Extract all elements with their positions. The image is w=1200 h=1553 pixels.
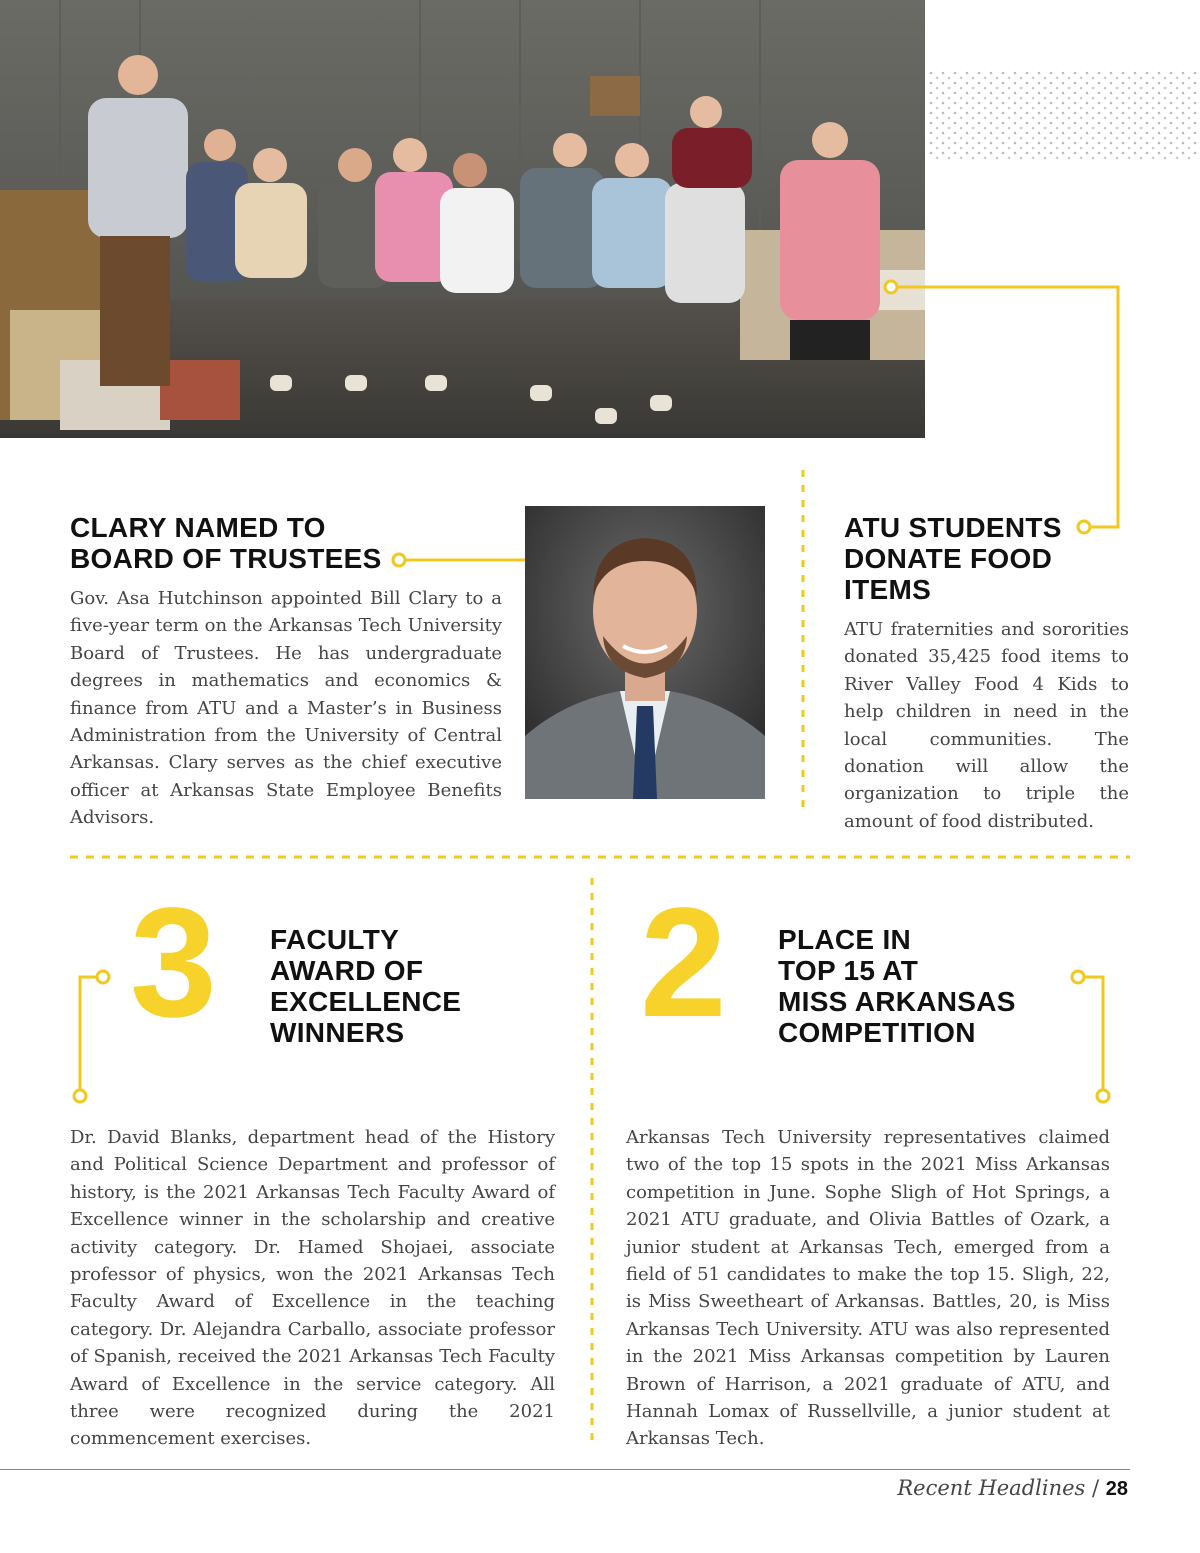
faculty-heading-line4: WINNERS [270,1017,405,1048]
faculty-heading [270,924,570,1048]
faculty-body: Dr. David Blanks, department head of the History and Political Science Department and professor of history, is the 2021 Arkansas Tech Faculty Award of Excellence winner in the scholarship and creative activity category. Dr. Hamed Shojaei, associate professor of physics, won the 2021 Arkansas Tech Faculty Award of Excellence in the teaching category. Dr. Alejandra Carballo, associate professor of Spanish, received the 2021 Arkansas Tech Faculty Award of Excellence in the service category. All three were recognized during the 2021 commencement exercises. [70,1127,555,1450]
footer-section-title: Recent Headlines [897,1476,1086,1500]
miss-arkansas-heading-line1: PLACE IN [778,924,912,955]
faculty-heading-line3: EXCELLENCE [270,986,462,1017]
miss-arkansas-big-number: 2 [640,876,727,1050]
miss-arkansas-heading-line2: TOP 15 AT [778,955,919,986]
food-heading-line2: DONATE FOOD [844,543,1053,574]
food-heading-line3: ITEMS [844,574,932,605]
food-article [844,512,1134,605]
page-number: 28 [1105,1478,1128,1500]
page-footer [897,1476,1128,1501]
faculty-article [270,924,570,1048]
clary-heading-line2: BOARD OF TRUSTEES [70,543,382,574]
clary-body: Gov. Asa Hutchinson appointed Bill Clary to a five-year term on the Arkansas Tech University Board of Trustees. He has undergraduate degrees in mathematics and economics & finance from ATU and a Master’s in Business Administration from the University of Central Arkansas. Clary serves as the chief executive officer at Arkansas State Employee Benefits Advisors. [70,588,502,829]
clary-heading-line1: CLARY NAMED TO [70,512,326,543]
faculty-big-number: 3 [130,876,217,1050]
faculty-heading-line1: FACULTY [270,924,400,955]
miss-arkansas-heading-line4: COMPETITION [778,1017,976,1048]
clary-portrait [525,506,765,799]
food-heading-line1: ATU STUDENTS [844,512,1062,543]
faculty-heading-line2: AWARD OF [270,955,424,986]
footer-rule [0,1469,1130,1470]
miss-arkansas-heading [778,924,1078,1048]
clary-heading [70,512,510,574]
miss-arkansas-article [778,924,1078,1048]
food-body: ATU fraternities and sororities donated 35,425 food items to River Valley Food 4 Kids to help children in need in the local communities. The donation will allow the organization to triple the amount of food distributed. [844,619,1129,832]
food-heading [844,512,1134,605]
miss-arkansas-heading-line3: MISS ARKANSAS [778,986,1016,1017]
miss-arkansas-body: Arkansas Tech University representatives claimed two of the top 15 spots in the 2021 Miss Arkansas competition in June. Sophe Sligh of Hot Springs, a 2021 ATU graduate, and Olivia Battles of Ozark, a junior student at Arkansas Tech, emerged from a field of 51 candidates to make the top 15. Sligh, 22, is Miss Sweetheart of Arkansas. Battles, 20, is Miss Arkansas Tech University. ATU was also represented in the 2021 Miss Arkansas competition by Lauren Brown of Harrison, a 2021 graduate of ATU, and Hannah Lomax of Russellville, a junior student at Arkansas Tech. [626,1127,1110,1450]
footer-separator: / [1085,1476,1106,1500]
clary-article [70,512,510,574]
